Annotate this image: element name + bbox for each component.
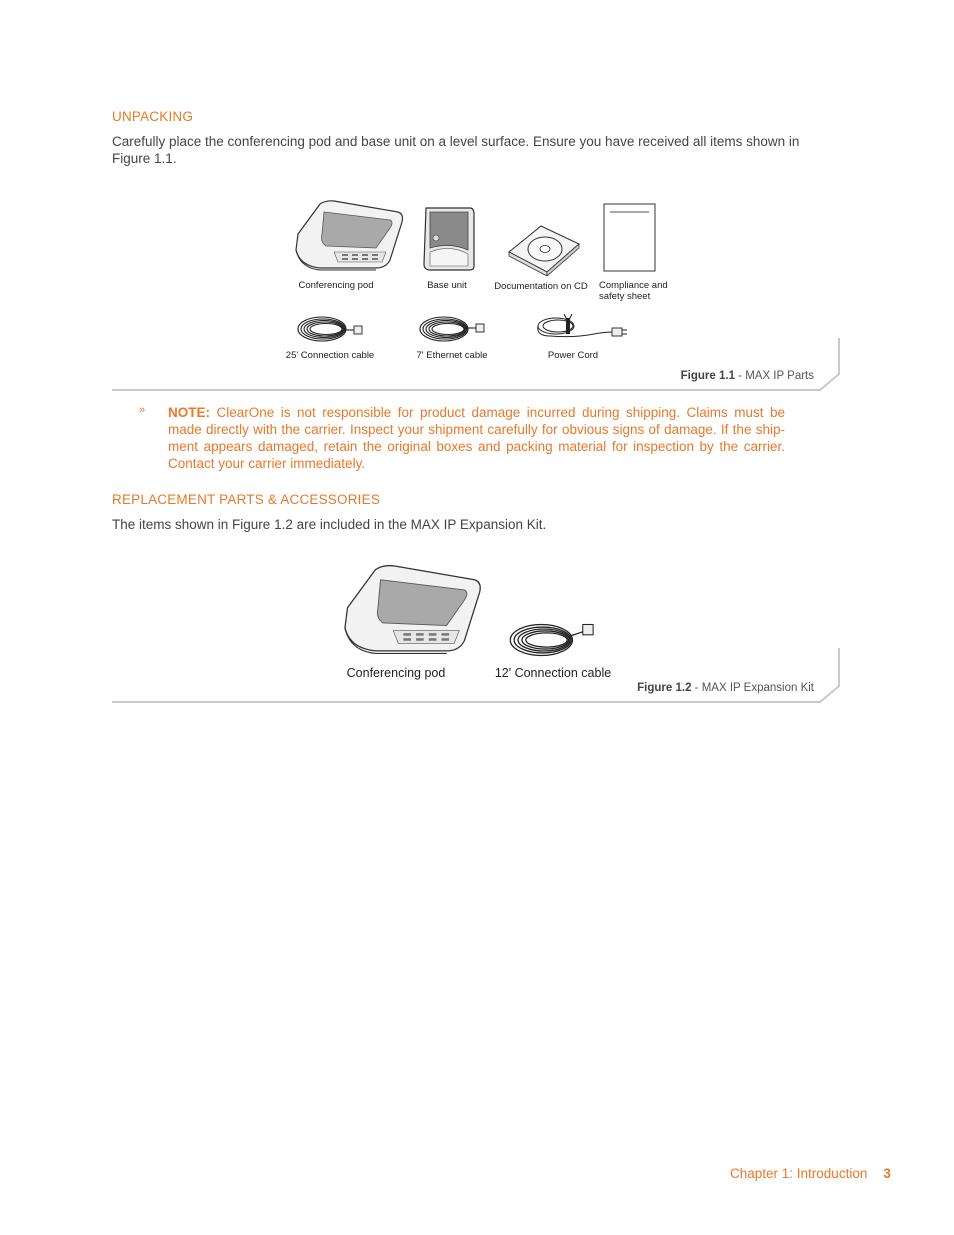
compliance-sheet-image bbox=[603, 203, 657, 273]
figure-1-1-caption bbox=[560, 370, 814, 382]
caption-ethernet-cable: 7' Ethernet cable bbox=[416, 350, 488, 361]
figure-1-1-title: - MAX IP Parts bbox=[734, 370, 814, 382]
ethernet-cable-image bbox=[418, 312, 488, 346]
expansion-pod-image bbox=[336, 562, 486, 656]
figure-1-2-caption bbox=[560, 682, 814, 694]
conferencing-pod-image bbox=[290, 198, 406, 272]
caption-documentation-cd: Documentation on CD bbox=[494, 281, 588, 292]
note-bullet: » bbox=[139, 404, 146, 416]
expansion-cable-image bbox=[506, 618, 600, 662]
caption-expansion-cable: 12' Connection cable bbox=[494, 666, 612, 680]
caption-base-unit: Base unit bbox=[427, 280, 467, 291]
note-line4: Contact your carrier immediately. bbox=[168, 456, 366, 471]
section-heading-unpacking: UNPACKING bbox=[112, 109, 194, 124]
note-line2: made directly with the carrier. Inspect your shipment carefully for obvious signs of damage. If the ship- bbox=[168, 422, 785, 437]
connection-cable-image bbox=[296, 312, 366, 346]
unpacking-intro-line2: Figure 1.1. bbox=[112, 151, 177, 166]
note-line3: ment appears damaged, retain the original boxes and packing material for inspection by the carrier. bbox=[168, 439, 785, 454]
section-heading-replacement: REPLACEMENT PARTS & ACCESSORIES bbox=[112, 492, 381, 507]
caption-compliance-line2: safety sheet bbox=[599, 291, 651, 302]
caption-connection-cable: 25' Connection cable bbox=[285, 350, 375, 361]
figure-1-1-label: Figure 1.1 bbox=[680, 370, 735, 382]
caption-compliance-line1: Compliance and bbox=[599, 280, 668, 291]
figure-1-1-frame-corner bbox=[816, 338, 842, 392]
note-block bbox=[168, 404, 785, 472]
footer-page-number: 3 bbox=[883, 1166, 891, 1181]
figure-1-2-label: Figure 1.2 bbox=[637, 682, 692, 694]
figure-1-2-title: - MAX IP Expansion Kit bbox=[691, 682, 814, 694]
unpacking-intro-line1: Carefully place the conferencing pod and base unit on a level surface. Ensure you have received all items shown in bbox=[112, 134, 800, 149]
unpacking-intro bbox=[112, 133, 832, 167]
base-unit-image bbox=[420, 204, 478, 272]
caption-compliance-sheet bbox=[599, 280, 679, 302]
caption-conferencing-pod: Conferencing pod bbox=[298, 280, 374, 291]
footer-chapter: Chapter 1: Introduction bbox=[730, 1166, 868, 1181]
documentation-cd-image bbox=[505, 222, 583, 276]
note-line1: ClearOne is not responsible for product damage incurred during shipping. Claims must be bbox=[210, 405, 785, 420]
replacement-intro: The items shown in Figure 1.2 are included in the MAX IP Expansion Kit. bbox=[112, 517, 547, 532]
caption-power-cord: Power Cord bbox=[547, 350, 599, 361]
note-line1-wrap bbox=[168, 404, 785, 421]
power-cord-image bbox=[534, 310, 630, 346]
page-footer bbox=[730, 1166, 891, 1181]
figure-1-1-frame-bottom bbox=[112, 389, 818, 391]
caption-expansion-pod: Conferencing pod bbox=[346, 666, 446, 680]
figure-1-2-frame-bottom bbox=[112, 701, 818, 703]
figure-1-2-frame-corner bbox=[816, 648, 842, 704]
note-label: NOTE: bbox=[168, 405, 210, 420]
